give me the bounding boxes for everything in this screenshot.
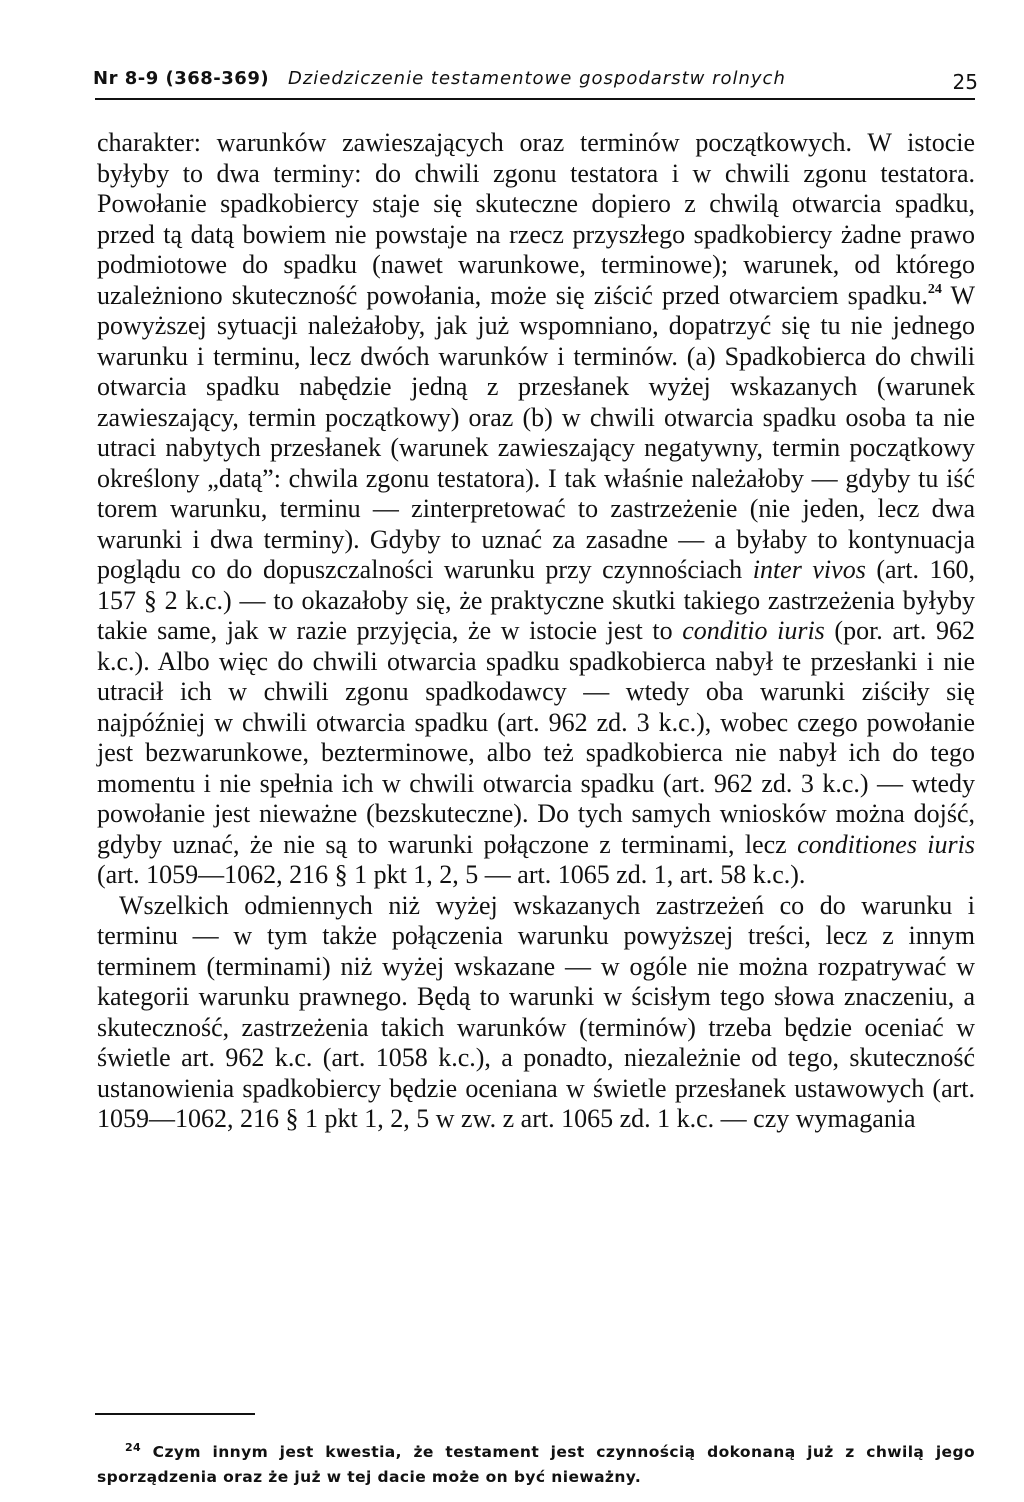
footnote-text: Czym innym jest kwestia, że testament jest czynnością dokonaną już z chwilą jego sporządzenia oraz że już w tej dacie może on być nieważny. [97,1443,975,1486]
paragraph-1-part-e: (art. 1059—1062, 216 § 1 pkt 1, 2, 5 — art. 1065 zd. 1, art. 58 k.c.). [97,860,806,889]
main-text [97,128,975,1135]
footnote-rule [95,1413,255,1415]
footnote [97,1440,975,1490]
italic-term-conditiones-iuris: conditiones iuris [797,829,975,859]
paragraph-1-part-c: (art. 160, 157 § 2 k.c.) — to okazałoby się, że praktyczne skutki takiego zastrzeżenia byłyby takie same, jak w razie przyjęcia, że w istocie jest to [97,555,975,645]
footnote-marker: 24 [125,1441,142,1454]
footnote-reference: 24 [927,281,942,297]
paragraph-1-part-b: W powyższej sytuacji należałoby, jak już wspomniano, dopatrzyć się tu nie jednego warunku i terminu, lecz dwóch warunków i terminów. (a) Spadkobierca do chwili otwarcia spadku nabędzie jedną z przesłanek wyżej wskazanych (warunek zawieszający, termin początkowy) oraz (b) w chwili otwarcia spadku osoba ta nie utraci nabytych przesłanek (warunek zawieszający negatywny, termin początkowy określony „datą”: chwila zgonu testatora). I tak właśnie należałoby — gdyby tu iść torem warunku, terminu — zinterpretować to zastrzeżenie (nie jeden, lecz dwa warunki i dwa terminy). Gdyby to uznać za zasadne — a byłaby to kontynuacja poglądu co do dopuszczalności warunku przy czynnościach [97,280,975,584]
paragraph-1 [97,128,975,891]
issue-number: Nr 8-9 (368-369) [93,68,270,89]
italic-term-conditio-iuris: conditio iuris [682,616,825,645]
paragraph-2: Wszelkich odmiennych niż wyżej wskazanych zastrzeżeń co do warunku i terminu — w tym także połączenia warunku powyższej treści, lecz z innym terminem (terminami) niż wyżej wskazane — w ogóle nie można rozpatrywać w kategorii warunku prawnego. Będą to warunki w ścisłym tego słowa znaczeniu, a skuteczność, zastrzeżenia takich warunków (terminów) trzeba będzie oceniać w świetle art. 962 k.c. (art. 1058 k.c.), a ponadto, niezależnie od tego, skuteczność ustanowienia spadkobiercy będzie oceniana w świetle przesłanek ustawowych (art. 1059—1062, 216 § 1 pkt 1, 2, 5 w zw. z art. 1065 zd. 1 k.c. — czy wymagania [97,890,975,1133]
running-title: Dziedziczenie testamentowe gospodarstw rolnych [288,68,786,89]
header-rule [95,98,975,100]
paragraph-1-part-a: charakter: warunków zawieszających oraz terminów początkowych. W istocie byłyby to dwa terminy: do chwili zgonu testatora i w chwili zgonu testatora. Powołanie spadkobiercy staje się skuteczne dopiero z chwilą otwarcia spadku, przed tą datą bowiem nie powstaje na rzecz przyszłego spadkobiercy żadne prawo podmiotowe do spadku (nawet warunkowe, terminowe); warunek, od którego uzależniono skuteczność powołania, może się ziścić przed otwarciem spadku. [97,128,975,310]
italic-term-inter-vivos: inter vivos [752,555,866,584]
paragraph-1-part-d: (por. art. 962 k.c.). Albo więc do chwili otwarcia spadku spadkobierca nabył te przesłanki i nie utracił ich w chwili zgonu spadkodawcy — wtedy oba warunki ziściły się najpóźniej w chwili otwarcia spadku (art. 962 zd. 3 k.c.), wobec czego powołanie jest bezwarunkowe, bezterminowe, albo też spadkobierca nie nabył ich do tego momentu i nie spełnia ich w chwili otwarcia spadku (art. 962 zd. 3 k.c.) — wtedy powołanie jest nieważne (bezskuteczne). Do tych samych wniosków można dojść, gdyby uznać, że nie są to warunki połączone z terminami, lecz [97,616,975,859]
running-header [93,68,978,98]
page-number: 25 [952,70,978,94]
